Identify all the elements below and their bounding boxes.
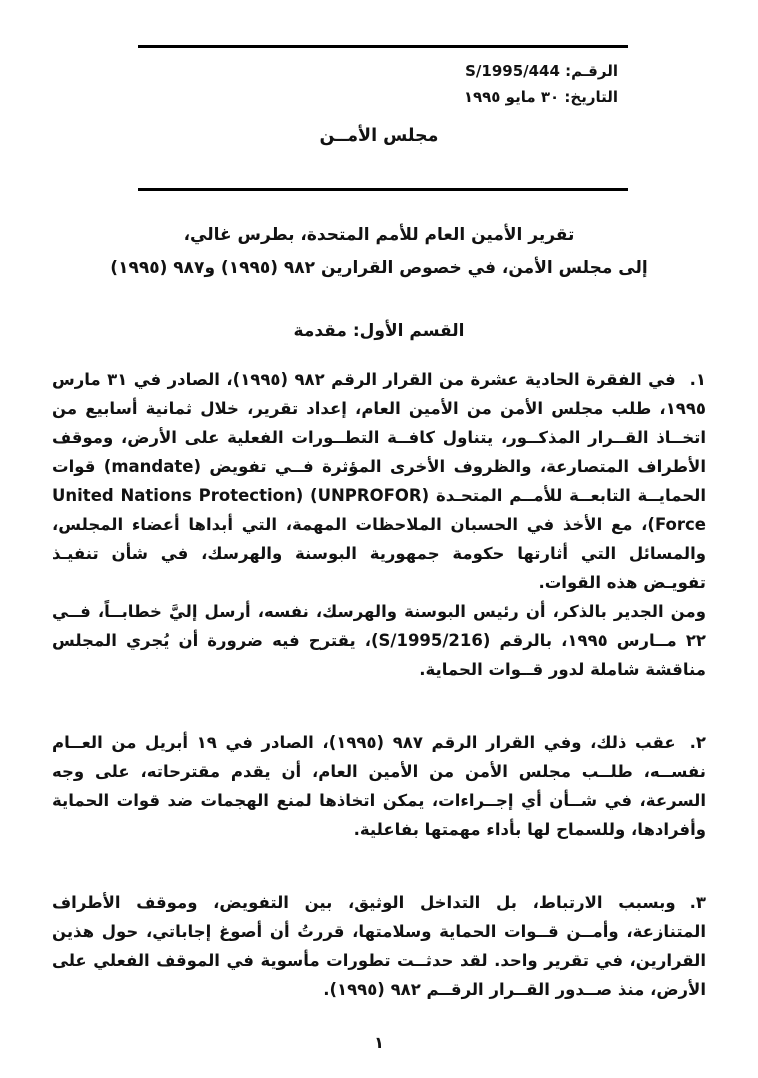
header-rule-top: [138, 45, 628, 48]
header-rule-bottom: [138, 188, 628, 191]
document-date-value: ٣٠ مايو ١٩٩٥: [463, 88, 560, 106]
document-ref-label: الرقـم:: [565, 62, 618, 80]
paragraph-3-number: ٣.: [689, 893, 706, 912]
paragraph-2: [52, 728, 706, 844]
section-heading: القسم الأول: مقدمة: [293, 321, 465, 341]
paragraph-3: [52, 888, 706, 1004]
document-ref-value: S/1995/444: [465, 62, 560, 80]
report-title-line-1: تقرير الأمين العام للأمم المتحدة، بطرس غالي،: [183, 225, 575, 245]
paragraph-1-continuation-text: ومن الجدير بالذكر، أن رئيس البوسنة والهرسك، نفسه، أرسل إليَّ خطابــاً، فــي ٢٢ مــارس ١٩٩٥، بالرقم (S/1995/216)، يقترح فيه ضرورة أن يُجري المجلس مناقشة شاملة لدور قــوات الحماية.: [52, 602, 706, 679]
report-title-line-2: إلى مجلس الأمن، في خصوص القرارين ٩٨٢ (١٩٩٥) و٩٨٧ (١٩٩٥): [110, 258, 648, 278]
document-date: [0, 84, 618, 110]
paragraph-1-text: في الفقرة الحادية عشرة من القرار الرقم ٩٨٢ (١٩٩٥)، الصادر في ٣١ مارس ١٩٩٥، طلب مجلس الأمن من الأمين العام، إعداد تقرير، خلال ثمانية أسابيع من اتخــاذ القــرار المذكــور، يتناول كافــة التطــورات الفعلية على الأرض، وموقف الأطراف المتصارعة، والظروف الأخرى المؤثرة فــي تفويض (mandate) قوات الحمايــة التابعــة للأمــم المتحـدة (UNPROFOR) (United Nations Protection Force)، مع الأخذ في الحسبان الملاحظات المهمة، التي أبداها أعضاء المجلس، والمسائل التي أثارتها حكومة جمهورية البوسنة والهرسك، في شأن تنفيـذ تفويـض هذه القوات.: [52, 370, 707, 592]
paragraph-2-text: عقب ذلك، وفي القرار الرقم ٩٨٧ (١٩٩٥)، الصادر في ١٩ أبريل من العــام نفســه، طلــب مجلس الأمن من الأمين العام، أن يقدم مقترحاته، على وجه السرعة، في شــأن أي إجــراءات، يمكن اتخاذها لمنع الهجمات ضد قوات الحماية وأفرادها، وللسماح لها بأداء مهمتها بفاعلية.: [52, 733, 706, 839]
document-ref: [0, 58, 618, 84]
paragraph-3-text: وبسبب الارتباط، بل التداخل الوثيق، بين التفويض، وموقف الأطراف المتنازعة، وأمــن قــوات الحماية وسلامتها، قررتُ أن أصوغ إجاباتي، حول هذين القرارين، في تقرير واحد. لقد حدثــت تطورات مأسوية في الموقف الفعلي على الأرض، منذ صــدور القــرار الرقــم ٩٨٢ (١٩٩٥).: [52, 893, 706, 999]
header-meta: [0, 58, 618, 110]
paragraph-2-number: ٢.: [689, 733, 706, 752]
paragraph-1-number: ١.: [689, 370, 706, 389]
report-title: [0, 219, 758, 285]
paragraph-1-continuation: [52, 597, 706, 684]
page-number: ١: [374, 1033, 384, 1052]
paragraph-1: [52, 365, 706, 597]
organ-title: مجلس الأمــن: [319, 126, 439, 146]
document-body: [52, 365, 706, 1004]
document-date-label: التاريخ:: [564, 88, 618, 106]
